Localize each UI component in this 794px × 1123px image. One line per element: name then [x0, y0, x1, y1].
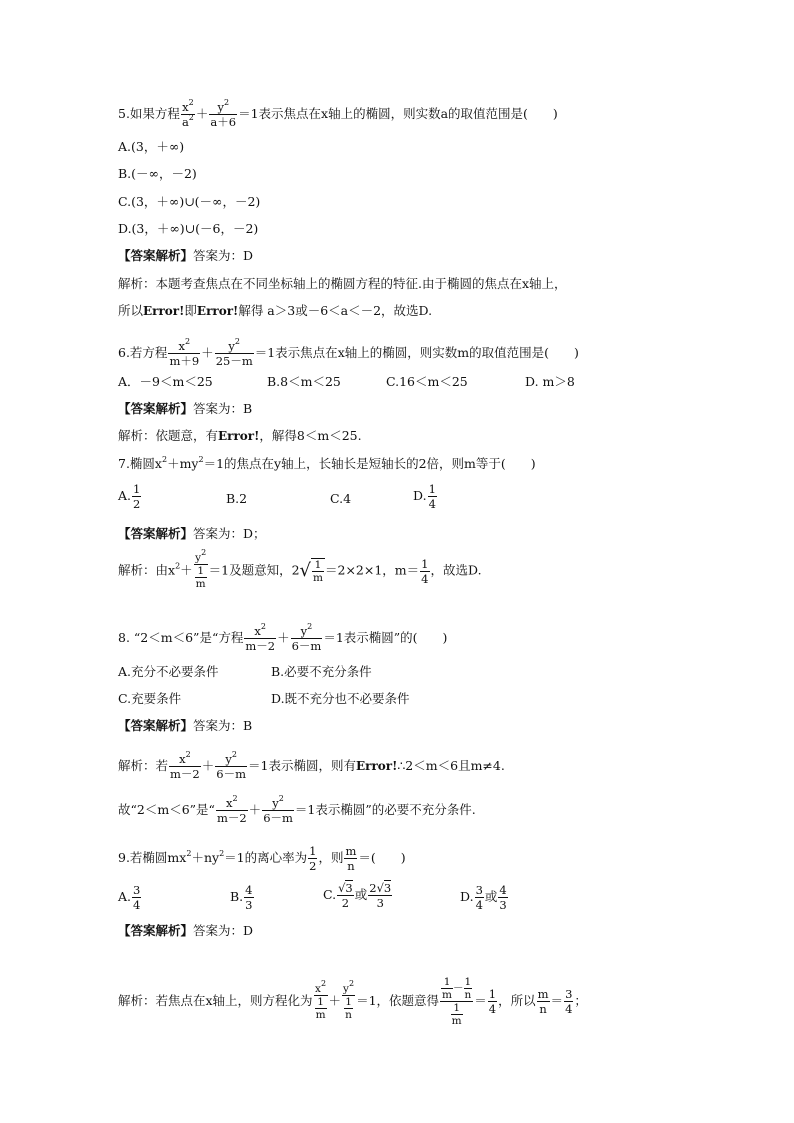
- q9-option-b: B. $\frac{4}{3}$: [230, 883, 253, 912]
- q6-answer: 【答案解析】答案为：B: [118, 401, 253, 416]
- q5-answer: [118, 247, 253, 265]
- q7-sqrt: √ $\frac{1}{m}$: [299, 559, 323, 584]
- q6-frac1: $\frac{x^2}{m+9}$: [169, 337, 200, 368]
- q9-answer: 【答案解析】答案为：D: [118, 923, 254, 938]
- q9-option-d: D. $\frac{3}{4}$ 或 $\frac{4}{3}$: [460, 883, 507, 912]
- q5-post: ＝1表示焦点在x轴上的椭圆，则实数a的取值范围是( ): [238, 106, 558, 121]
- q9-stem: 9.若椭圆$mx^2+ny^2=1$的离心率为 $\frac{1}{2}$ ，则 $\frac{m}{n}$ ＝( ): [118, 844, 406, 873]
- q6-option-c: C.16＜m＜25: [386, 374, 468, 389]
- q5-frac1: $\frac{x^2}{a^2}$: [181, 98, 194, 129]
- q5-frac2: $\frac{y^2}{a+6}$: [210, 98, 237, 129]
- q6-stem: 6.若方程 $\frac{x^2}{m+9}$ ＋ $\frac{y^2}{25-m}$ ＝1表示焦点在x轴上的椭圆，则实数m的取值范围是( ): [118, 337, 579, 368]
- q7-option-d: D. $\frac{1}{4}$: [413, 482, 436, 511]
- answer-text: 答案为：D: [193, 248, 254, 263]
- q8-answer: 【答案解析】答案为：B: [118, 718, 253, 733]
- q7-frac-y: $\frac{y^2}{\frac{1}{m}}$: [195, 548, 207, 590]
- error-marker: Error!: [196, 304, 239, 318]
- q5-option-a: A.(3，＋∞): [118, 139, 185, 154]
- q8-explain-1: 解析：若 $\frac{x^2}{m-2}$ ＋ $\frac{y^2}{6-m}$ ＝1表示椭圆，则有Error!∴2＜m＜6且m≠4.: [118, 750, 505, 781]
- q8-option-d: D.既不充分也不必要条件: [271, 691, 410, 706]
- q9-option-a: A. $\frac{3}{4}$: [118, 883, 141, 912]
- q5-option-d: D.(3，＋∞)∪(－6，－2): [118, 221, 259, 236]
- q6-frac2: $\frac{y^2}{25-m}$: [215, 337, 253, 368]
- answer-heading: 【答案解析】: [118, 248, 194, 263]
- q8-explain-2: 故“2＜m＜6”是“ $\frac{x^2}{m-2}$ ＋ $\frac{y^2}{6-m}$ ＝1表示椭圆”的必要不充分条件.: [118, 794, 476, 825]
- q8-stem: 8. “2＜m＜6”是“方程 $\frac{x^2}{m-2}$ ＋ $\frac{y^2}{6-m}$ ＝1表示椭圆”的( ): [118, 622, 448, 653]
- q9-option-c: C. $\frac{√3}{2}$ 或 $\frac{2√3}{3}$: [323, 881, 392, 910]
- q5-option-b: B.(－∞，－2): [118, 166, 197, 181]
- q5-stem: 5.如果方程 $\frac{x^2}{a^2}$ ＋ $\frac{y^2}{a+6}$ ＝1表示焦点在x轴上的椭圆，则实数a的取值范围是( ): [118, 98, 558, 129]
- q9-explain: 解析：若焦点在x轴上，则方程化为 $\frac{x^2}{\frac{1}{m}}$ ＋ $\frac{y^2}{\frac{1}{n}}$ ＝1，依题意得 $\frac{1}{m}$ － $\frac{1}{n}$ $\frac{1}{m}$ ＝ $\frac{1}{4}$ ，所以 $\frac{m}{n}$ ＝ $\frac{3}{4}$ ；: [118, 976, 587, 1027]
- q7-answer: 【答案解析】答案为：D；: [118, 526, 266, 541]
- error-marker: Error!: [218, 429, 260, 443]
- q7-option-c: C.4: [330, 491, 352, 506]
- error-marker: Error!: [143, 304, 185, 318]
- q8-option-a: A.充分不必要条件: [118, 664, 219, 679]
- q5-pre: 5.如果方程: [118, 106, 180, 121]
- q6-option-a: A．－9＜m＜25: [118, 374, 213, 389]
- q8-option-b: B.必要不充分条件: [271, 664, 372, 679]
- q5-explain-1: 解析：本题考查焦点在不同坐标轴上的椭圆方程的特征.由于椭圆的焦点在x轴上，: [118, 276, 567, 291]
- q9-frac-e: $\frac{1}{m}$ － $\frac{1}{n}$ $\frac{1}{m}$: [442, 976, 472, 1027]
- error-marker: Error!: [355, 759, 398, 773]
- q6-explain: 解析：依题意，有Error!，解得8＜m＜25.: [118, 428, 362, 443]
- q7-explain: 解析：由$x^2+$ $\frac{y^2}{\frac{1}{m}}$ ＝1及题意知，2√ $\frac{1}{m}$ ＝2×2×1，m＝ $\frac{1}{4}$ ，故选D.: [118, 548, 482, 590]
- q8-option-c: C.充要条件: [118, 691, 182, 706]
- q5-explain-2: 所以Error!即Error!解得 a＞3或－6＜a＜－2，故选D.: [118, 303, 433, 318]
- q7-stem: 7.椭圆$x^2+my^2=1$的焦点在y轴上，长轴长是短轴长的2倍，则m等于( ): [118, 455, 536, 471]
- q9-frac-y: $\frac{y^2}{\frac{1}{n}}$: [343, 978, 355, 1021]
- q6-option-d: D. m＞8: [525, 374, 575, 389]
- q6-option-b: B.8＜m＜25: [267, 374, 341, 389]
- q9-frac-x: $\frac{x^2}{\frac{1}{m}}$: [315, 978, 327, 1021]
- q7-option-a: A. $\frac{1}{2}$: [118, 482, 141, 511]
- q5-option-c: C.(3，＋∞)∪(－∞，－2): [118, 194, 261, 209]
- q7-option-b: B.2: [226, 491, 248, 506]
